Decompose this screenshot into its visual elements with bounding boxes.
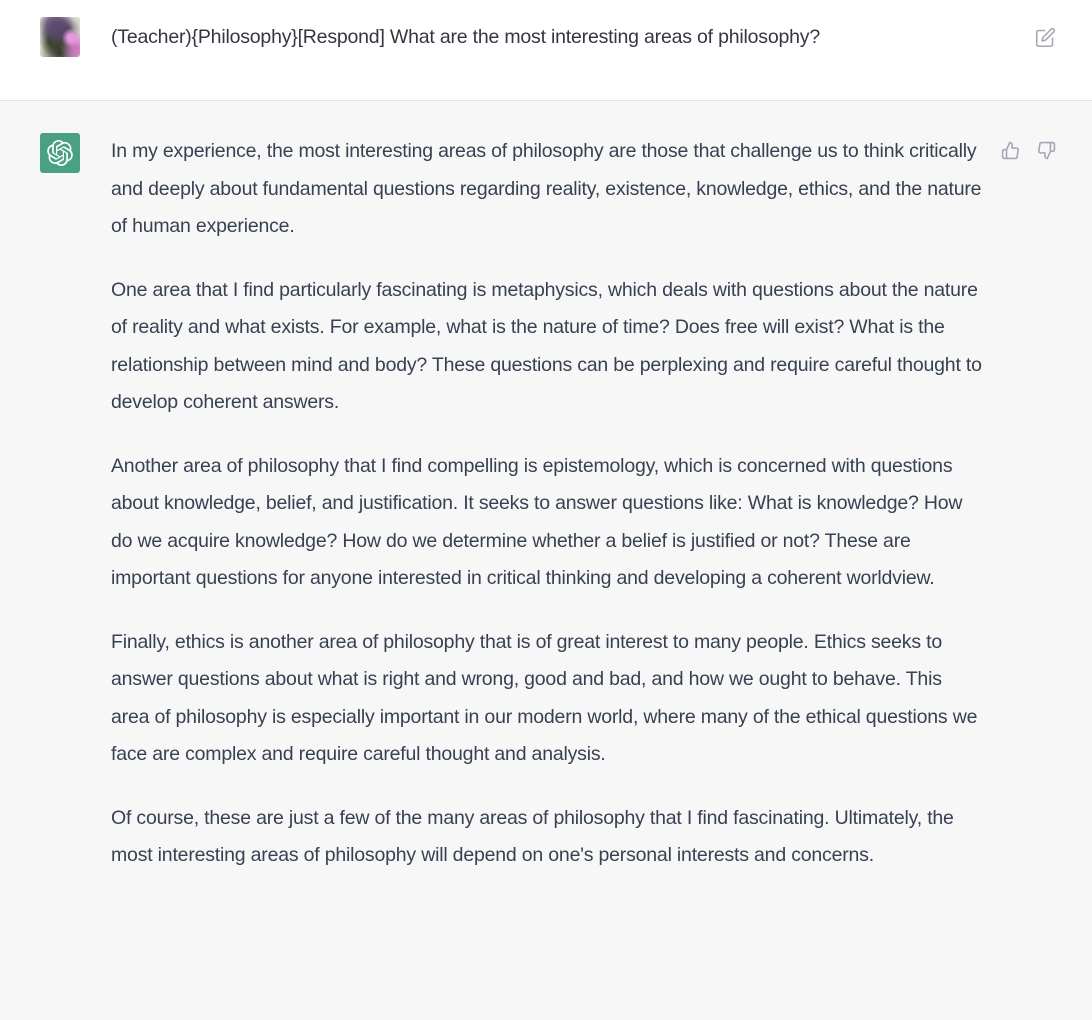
openai-logo-icon — [47, 140, 73, 166]
assistant-paragraph: In my experience, the most interesting areas of philosophy are those that challenge us to think critically and deeply about fundamental questions regarding reality, existence, knowledge, ethics, and the nature of human experience. — [111, 140, 982, 237]
user-avatar — [40, 17, 80, 57]
assistant-paragraph: One area that I find particularly fascinating is metaphysics, which deals with questions about the nature of reality and what exists. For example, what is the nature of time? Does free will exist? What is the relationship between mind and body? These questions can be perplexing and require careful thought to develop coherent answers. — [111, 278, 982, 413]
feedback-actions — [1001, 133, 1056, 160]
thumbs-up-icon — [1001, 141, 1020, 160]
edit-pencil-square-icon — [1035, 27, 1056, 48]
assistant-message-row — [0, 101, 1092, 1020]
user-message-text: (Teacher){Philosophy}[Respond] What are the most interesting areas of philosophy? — [111, 26, 820, 48]
user-message-row — [0, 0, 1092, 101]
assistant-paragraph: Of course, these are just a few of the many areas of philosophy that I find fascinating. Ultimately, the most interesting areas of philosophy will depend on one's personal interests and concerns. — [111, 806, 954, 866]
chatgpt-avatar — [40, 133, 80, 173]
assistant-paragraph: Finally, ethics is another area of philosophy that is of great interest to many people. Ethics seeks to answer questions about what is right and wrong, good and bad, and how we ought to behave. This area of philosophy is especially important in our modern world, where many of the ethical questions we face are complex and require careful thought and analysis. — [111, 630, 978, 765]
edit-message-button[interactable] — [1035, 27, 1056, 48]
thumbs-up-button[interactable] — [1001, 141, 1020, 160]
user-message-actions — [1035, 17, 1056, 57]
assistant-message-text — [111, 133, 982, 875]
assistant-paragraph: Another area of philosophy that I find compelling is epistemology, which is concerned with questions about knowledge, belief, and justification. It seeks to answer questions like: What is knowledge? How do we acquire knowledge? How do we determine whether a belief is justified or not? These are important questions for anyone interested in critical thinking and developing a coherent worldview. — [111, 454, 963, 589]
thumbs-down-button[interactable] — [1037, 141, 1056, 160]
thumbs-down-icon — [1037, 141, 1056, 160]
